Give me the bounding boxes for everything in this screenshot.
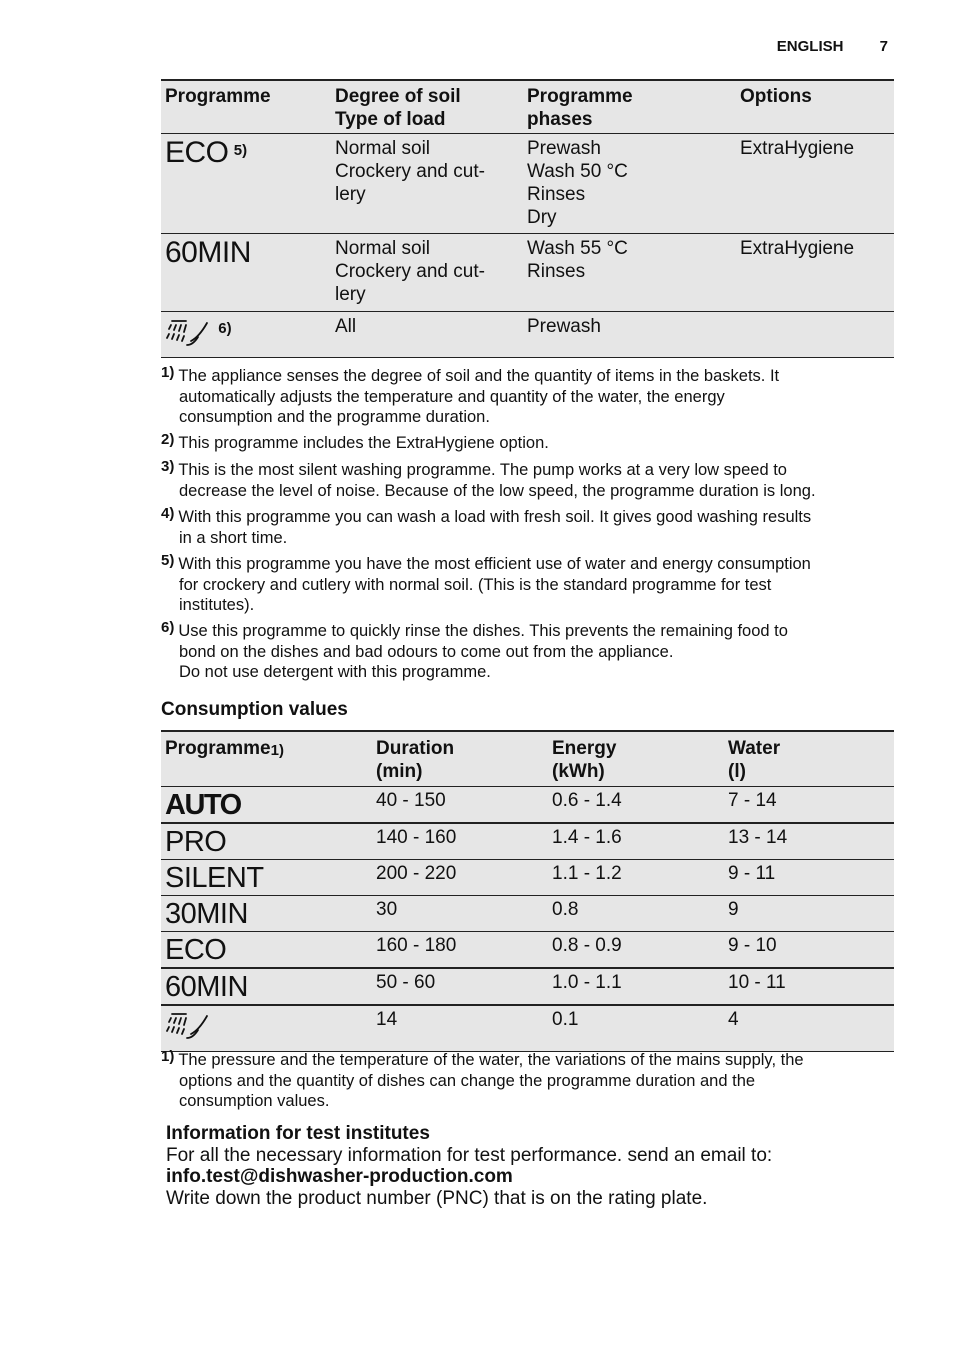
soil-cell: Normal soil Crockery and cut- lery — [335, 138, 485, 205]
duration-cell: 140 - 160 — [376, 827, 457, 848]
table-row — [161, 968, 894, 1005]
table-row — [161, 134, 894, 234]
energy-cell: 0.1 — [552, 1009, 579, 1030]
energy-cell: 0.8 - 0.9 — [552, 935, 622, 956]
table-row — [161, 312, 894, 358]
table-row — [161, 860, 894, 896]
duration-cell: 40 - 150 — [376, 790, 446, 811]
options-cell: ExtraHygiene — [740, 138, 855, 159]
programme-cell: 60MIN — [165, 971, 248, 1003]
footnote: 4) With this programme you can wash a load with fresh soil. It gives good washing results in a short time. — [161, 505, 812, 547]
header-programme: Programme$^{1)}$ — [165, 738, 284, 759]
consumption-table-header — [161, 731, 894, 787]
water-cell: 7 - 14 — [728, 790, 777, 811]
footnote-ref: 6) — [218, 320, 232, 337]
info-line: For all the necessary information for test performance. send an email to: — [166, 1144, 773, 1166]
programme-cell: AUTO — [165, 789, 241, 821]
water-cell: 9 — [728, 899, 739, 920]
programme-cell — [161, 234, 331, 312]
options-cell — [736, 312, 894, 358]
page-header — [777, 38, 888, 55]
table-row — [161, 932, 894, 969]
consumption-title: Consumption values — [161, 699, 348, 720]
energy-cell: 0.8 — [552, 899, 579, 920]
phases-cell: Prewash — [527, 316, 601, 337]
footnote: 1) The appliance senses the degree of soil and the quantity of items in the baskets. It automatically adjusts the temperature and quantity of the water, the energy consumption and the programme duration. — [161, 364, 780, 426]
footnote: 3) This is the most silent washing programme. The pump works at a very low speed to decrease the level of noise. Because of the low speed, the programme duration is long. — [161, 458, 816, 500]
water-cell: 4 — [728, 1009, 739, 1030]
duration-cell: 30 — [376, 899, 398, 920]
header-programme: Programme — [165, 86, 271, 107]
header-degree-of-soil: Degree of soil Type of load — [335, 86, 461, 130]
phases-cell: Wash 55 °C Rinses — [527, 238, 628, 282]
test-institutes-info — [166, 1123, 886, 1209]
header-water: Water (l) — [728, 738, 781, 782]
duration-cell: 200 - 220 — [376, 863, 457, 884]
table-row — [161, 234, 894, 312]
energy-cell: 1.0 - 1.1 — [552, 972, 622, 993]
rinse-spray-icon — [165, 1008, 213, 1042]
water-cell: 10 - 11 — [728, 972, 786, 993]
duration-cell: 14 — [376, 1009, 398, 1030]
page-number: 7 — [879, 38, 888, 55]
footnote: 5) With this programme you have the most efficient use of water and energy consumption for crockery and cutlery with normal soil. (This is the standard programme for test institutes). — [161, 552, 811, 614]
footnote: 1) The pressure and the temperature of the water, the variations of the mains supply, the options and the quantity of dishes can change the programme duration and the consumption values. — [161, 1048, 804, 1110]
energy-cell: 1.4 - 1.6 — [552, 827, 622, 848]
energy-cell: 0.6 - 1.4 — [552, 790, 622, 811]
table-row — [161, 1005, 894, 1051]
programme-footnotes — [161, 366, 891, 688]
duration-cell: 50 - 60 — [376, 972, 436, 993]
info-email: info.test@dishwasher-production.com — [166, 1166, 513, 1187]
water-cell: 9 - 11 — [728, 863, 776, 884]
consumption-table — [161, 730, 894, 1052]
header-programme-phases: Programme phases — [527, 86, 633, 130]
programme-cell — [161, 134, 331, 234]
soil-cell: All — [335, 316, 357, 337]
programme-cell — [161, 312, 331, 358]
programme-name: ECO — [165, 136, 229, 169]
language-label: ENGLISH — [776, 38, 844, 55]
programme-cell: SILENT — [165, 862, 264, 894]
info-line: Write down the product number (PNC) that is on the rating plate. — [166, 1187, 708, 1209]
phases-cell: Prewash Wash 50 °C Rinses Dry — [527, 138, 628, 228]
programme-name: 60MIN — [165, 236, 251, 269]
header-duration: Duration (min) — [376, 738, 455, 782]
footnote: 6) Use this programme to quickly rinse the dishes. This prevents the remaining food to bond on the dishes and bad odours to come out from the appliance. Do not use detergent with this programme. — [161, 619, 788, 681]
programme-cell: 30MIN — [165, 898, 248, 930]
rinse-spray-icon — [165, 315, 213, 349]
programme-cell: ECO — [165, 934, 227, 966]
programme-table — [161, 79, 894, 358]
footnote: 2) This programme includes the ExtraHygiene option. — [161, 431, 549, 452]
water-cell: 9 - 10 — [728, 935, 777, 956]
programme-cell — [161, 1005, 372, 1051]
consumption-footnote — [161, 1050, 891, 1117]
table-row — [161, 896, 894, 932]
table-row — [161, 823, 894, 860]
duration-cell: 160 - 180 — [376, 935, 457, 956]
info-title: Information for test institutes — [166, 1123, 430, 1144]
programme-cell: PRO — [165, 826, 227, 858]
header-options: Options — [740, 86, 812, 107]
water-cell: 13 - 14 — [728, 827, 788, 848]
header-energy: Energy (kWh) — [552, 738, 617, 782]
table-row — [161, 787, 894, 824]
programme-table-header — [161, 80, 894, 134]
soil-cell: Normal soil Crockery and cut- lery — [335, 238, 485, 305]
footnote-ref: 5) — [233, 142, 248, 159]
options-cell: ExtraHygiene — [740, 238, 855, 259]
energy-cell: 1.1 - 1.2 — [552, 863, 622, 884]
